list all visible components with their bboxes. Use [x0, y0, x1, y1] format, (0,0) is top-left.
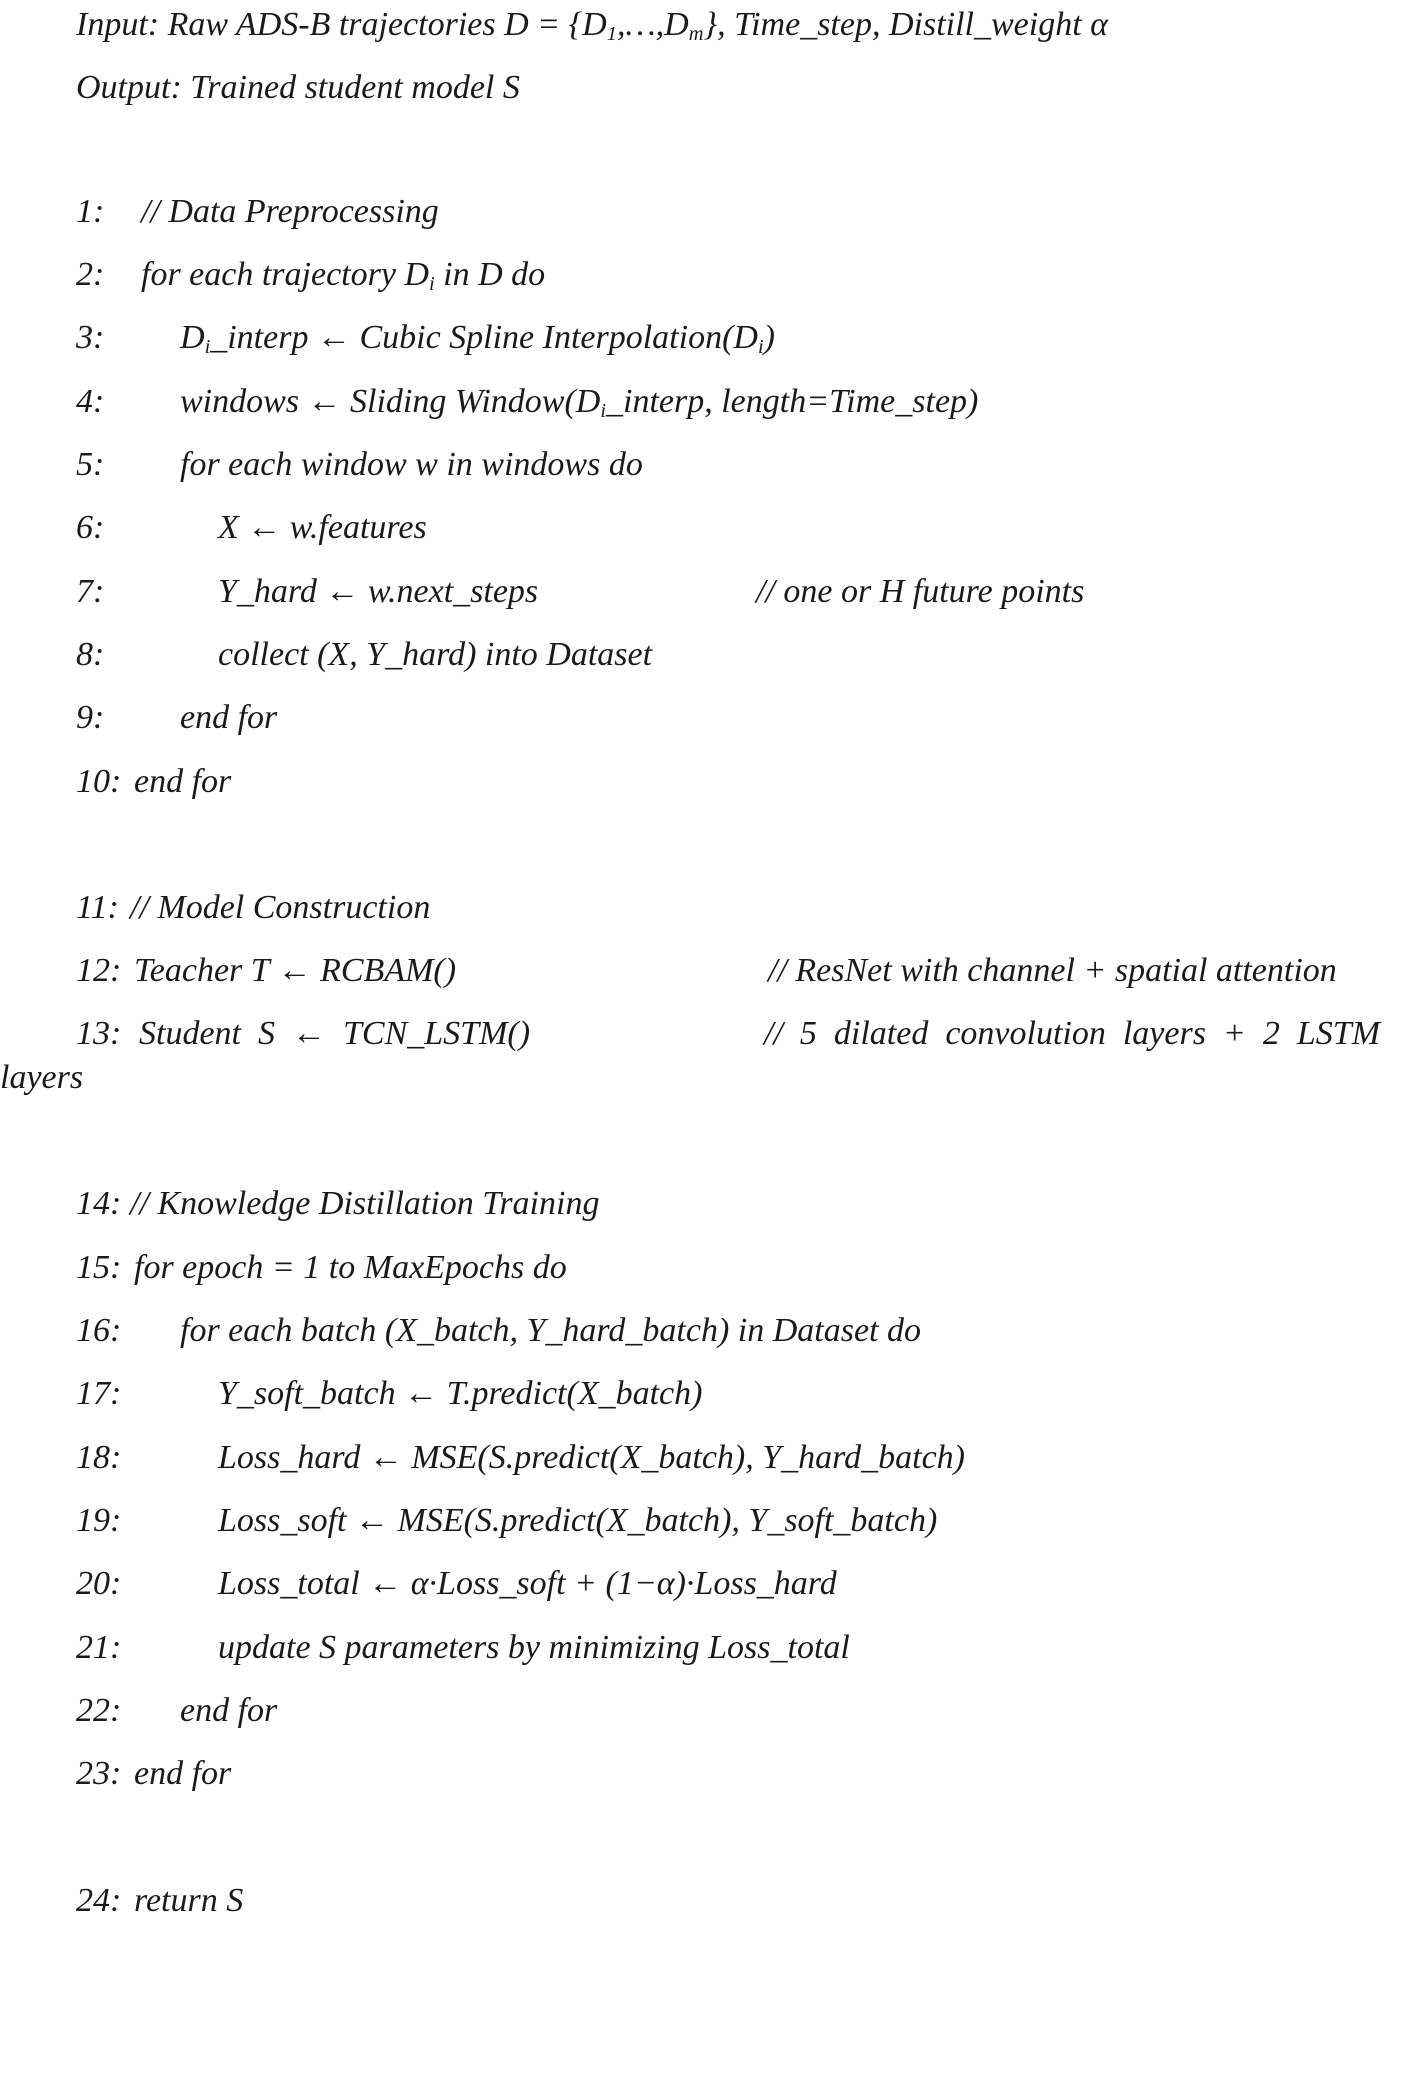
input-subscript-1: 1 [606, 23, 617, 46]
line-code: for each window w in windows do [180, 446, 643, 483]
line-code: for each batch (X_batch, Y_hard_batch) in Dataset do [180, 1312, 921, 1349]
line-number: 17: [76, 1375, 122, 1412]
line-number: 15: [76, 1249, 122, 1286]
line-comment: // 5 dilated convolution layers + 2 LSTM [764, 1015, 1381, 1052]
line-number: 20: [76, 1565, 122, 1602]
line-number: 11: [76, 889, 119, 926]
algo-line-1 [0, 187, 1421, 237]
line-code: Loss_total ← α·Loss_soft + (1−α)·Loss_hard [218, 1565, 837, 1602]
code-part: for each trajectory D [141, 256, 429, 293]
algo-line-2 [0, 250, 1421, 300]
line-number: 18: [76, 1439, 122, 1476]
algo-line-17 [0, 1369, 1421, 1419]
line-code: return S [134, 1882, 244, 1919]
line-number: 5: [76, 446, 105, 483]
input-text [76, 0, 1108, 50]
line-code: update S parameters by minimizing Loss_total [218, 1629, 850, 1666]
line-number: 2: [76, 256, 105, 293]
line-code [180, 377, 978, 427]
line-code: end for [134, 1755, 232, 1792]
line-code [141, 250, 545, 300]
line-code: X ← w.features [218, 509, 427, 546]
line-comment: // one or H future points [756, 573, 1085, 610]
code-part: in D do [434, 256, 546, 293]
algo-line-3 [0, 313, 1421, 363]
algo-line-23 [0, 1749, 1421, 1799]
line-number: 1: [76, 193, 105, 230]
line-code: for epoch = 1 to MaxEpochs do [134, 1249, 567, 1286]
line-code [180, 313, 775, 363]
line-code: // Data Preprocessing [141, 193, 439, 230]
line-code: Teacher T ← RCBAM() [134, 952, 457, 989]
input-mid: ,…,D [616, 6, 689, 43]
algo-line-9 [0, 693, 1421, 743]
input-line [0, 0, 1421, 50]
line-number: 14: [76, 1185, 122, 1222]
input-suffix: }, Time_step, Distill_weight α [703, 6, 1108, 43]
code-part: _interp ← Cubic Spline Interpolation(D [210, 319, 758, 356]
algo-line-8 [0, 630, 1421, 680]
line-number: 7: [76, 573, 105, 610]
line-number: 6: [76, 509, 105, 546]
input-prefix: Input: Raw ADS-B trajectories D = {D [76, 6, 607, 43]
line-number: 22: [76, 1692, 122, 1729]
line-number: 10: [76, 763, 122, 800]
line-code: end for [180, 699, 278, 736]
line-number: 24: [76, 1882, 122, 1919]
algo-line-16 [0, 1306, 1421, 1356]
line-number: 12: [76, 952, 122, 989]
line-number: 3: [76, 319, 105, 356]
code-part: windows ← Sliding Window(D [180, 383, 601, 420]
algo-line-12 [0, 946, 1421, 996]
line-number: 4: [76, 383, 105, 420]
line-code: Student S ← TCN_LSTM() [139, 1015, 531, 1052]
algo-line-19 [0, 1496, 1421, 1546]
line-number: 9: [76, 699, 105, 736]
line-code: // Model Construction [130, 889, 431, 926]
line-code: collect (X, Y_hard) into Dataset [218, 636, 653, 673]
algo-line-4 [0, 377, 1421, 427]
algo-line-20 [0, 1559, 1421, 1609]
code-part: _interp, length=Time_step) [606, 383, 979, 420]
subscript: i [600, 400, 606, 423]
algo-line-10 [0, 757, 1421, 807]
algo-line-24 [0, 1876, 1421, 1926]
line-number: 23: [76, 1755, 122, 1792]
algo-line-6 [0, 503, 1421, 553]
line-number: 16: [76, 1312, 122, 1349]
line-number: 21: [76, 1629, 122, 1666]
subscript: i [204, 336, 211, 359]
subscript: i [757, 336, 764, 359]
algo-line-7 [0, 567, 1421, 617]
algo-line-13 [0, 1009, 1421, 1059]
algo-line-18 [0, 1433, 1421, 1483]
algo-line-22 [0, 1686, 1421, 1736]
algo-line-5 [0, 440, 1421, 490]
code-part: ) [763, 319, 775, 356]
subscript: i [429, 273, 435, 296]
algo-line-11 [0, 883, 1421, 933]
line-code: end for [180, 1692, 278, 1729]
line-comment-wrap: layers [0, 1059, 84, 1096]
line-code: Loss_soft ← MSE(S.predict(X_batch), Y_soft_batch) [218, 1502, 938, 1539]
line-comment: // ResNet with channel + spatial attention [768, 952, 1337, 989]
line-number: 13: [76, 1015, 122, 1052]
line-code: // Knowledge Distillation Training [130, 1185, 600, 1222]
line-code: Loss_hard ← MSE(S.predict(X_batch), Y_hard_batch) [218, 1439, 965, 1476]
code-part: D [180, 319, 205, 356]
algo-line-14 [0, 1179, 1421, 1229]
algo-line-21 [0, 1623, 1421, 1673]
line-number: 8: [76, 636, 105, 673]
line-code: Y_hard ← w.next_steps [218, 573, 539, 610]
line-code: end for [134, 763, 232, 800]
output-text: Output: Trained student model S [76, 69, 520, 106]
input-subscript-m: m [688, 23, 704, 46]
output-line [0, 63, 1421, 113]
line-code: Y_soft_batch ← T.predict(X_batch) [218, 1375, 703, 1412]
algo-line-15 [0, 1243, 1421, 1293]
line-number: 19: [76, 1502, 122, 1539]
